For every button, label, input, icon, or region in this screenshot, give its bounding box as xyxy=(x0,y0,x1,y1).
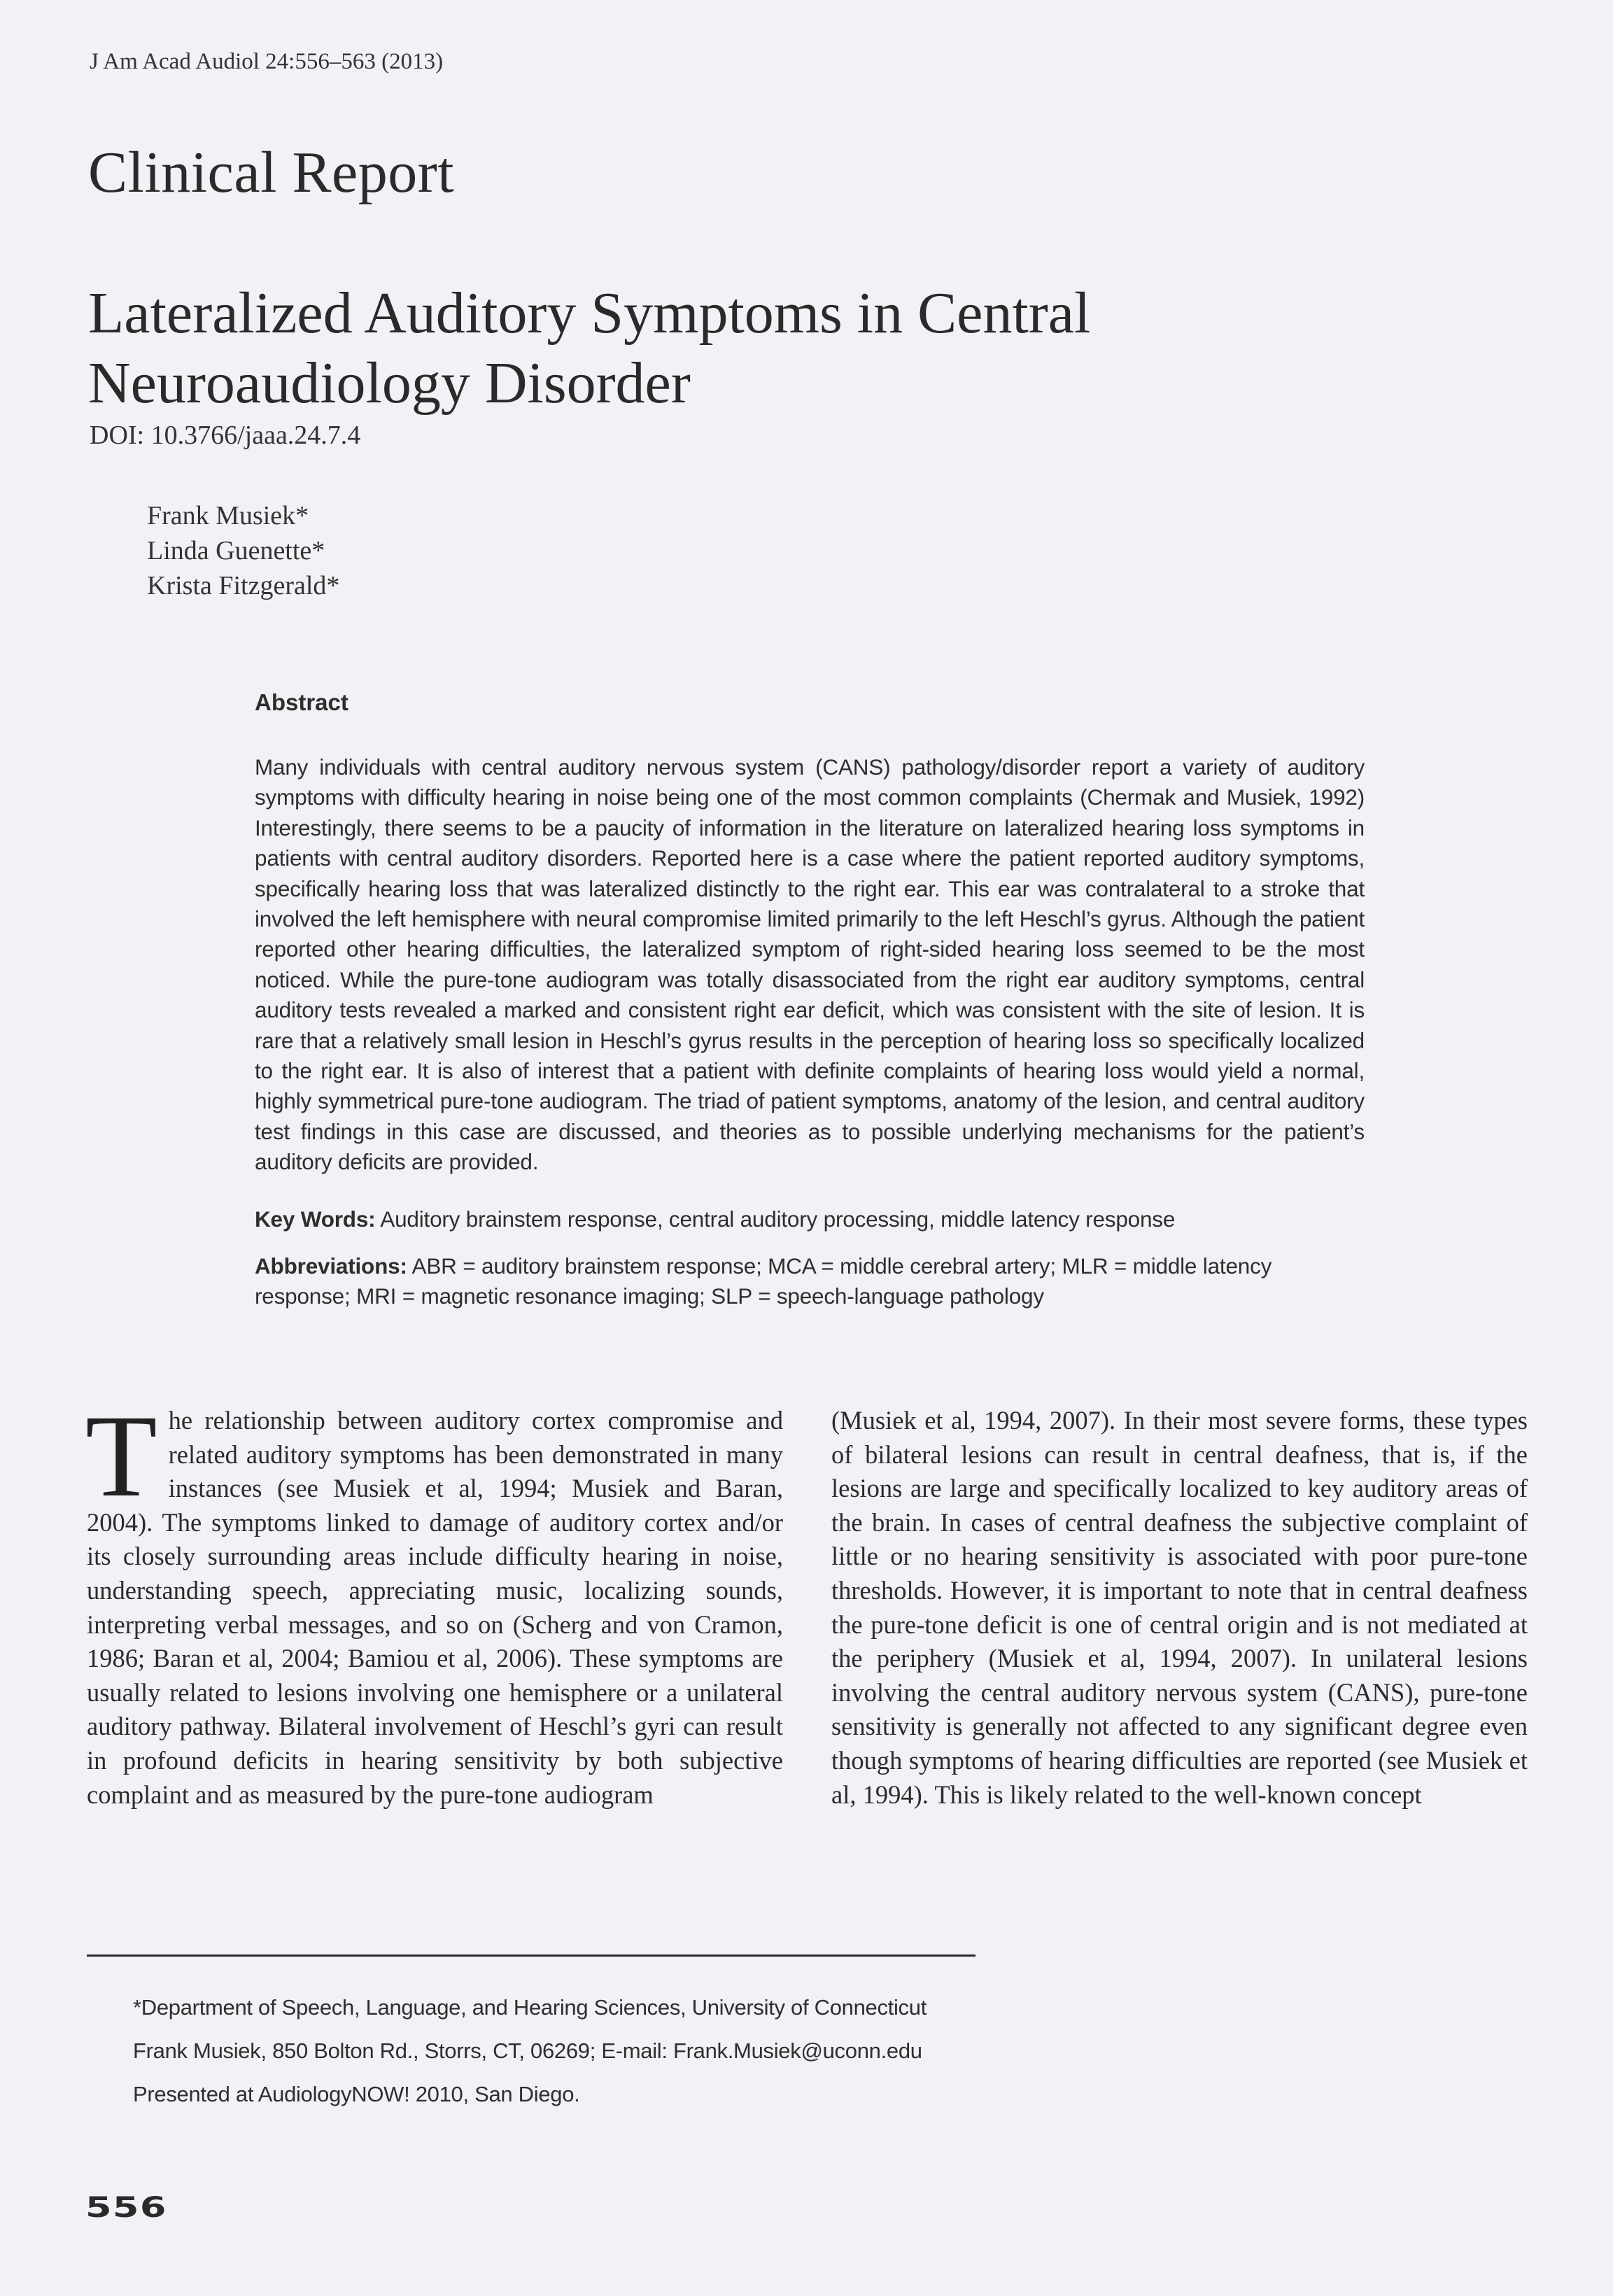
body-text-right: (Musiek et al, 1994, 2007). In their most severe forms, these types of bilateral lesions can result in central deafness, that is, if the lesions are large and specifically localized to key auditory areas of the brain. In cases of central deafness the subjective complaint of little or no hearing sensitivity is associated with poor pure-tone thresholds. However, it is important to note that in central deafness the pure-tone deficit is one of central origin and is not mediated at the periphery (Musiek et al, 1994, 2007). In unilateral lesions involving the central auditory nervous system (CANS), pure-tone sensitivity is generally not affected to any significant degree even though symptoms of hearing difficulties are reported (see Musiek et al, 1994). This is likely related to the well-known concept xyxy=(831,1406,1528,1809)
keywords-label: Key Words: xyxy=(255,1206,376,1232)
body-column-right xyxy=(831,1404,1528,1812)
section-label: Clinical Report xyxy=(88,140,455,205)
drop-cap: T xyxy=(85,1391,157,1521)
footnote-divider xyxy=(87,1955,975,1957)
author-list xyxy=(147,498,339,603)
footnote-correspondence: Frank Musiek, 850 Bolton Rd., Storrs, CT, 06269; E-mail: Frank.Musiek@uconn.edu xyxy=(133,2038,922,2063)
body-text-left: he relationship between auditory cortex compromise and related auditory symptoms has been demonstrated in many instances (see Musiek et al, 1994; Musiek and Baran, 2004). The symptoms linked to damage of auditory cortex and/or its closely surrounding areas include difficulty hearing in noise, understanding speech, appreciating music, localizing sounds, interpreting verbal messages, and so on (Scherg and von Cramon, 1986; Baran et al, 2004; Bamiou et al, 2006). These symptoms are usually related to lesions involving one hemisphere or a unilateral auditory pathway. Bilateral involvement of Heschl’s gyri can result in profound deficits in hearing sensitivity by both subjective complaint and as measured by the pure-tone audiogram xyxy=(87,1406,783,1809)
running-head: J Am Acad Audiol 24:556–563 (2013) xyxy=(90,49,444,74)
author: Krista Fitzgerald* xyxy=(147,571,340,600)
abbreviations-text: ABR = auditory brainstem response; MCA = middle cerebral artery; MLR = middle latency response; MRI = magnetic resonance imaging; SLP = speech-language pathology xyxy=(255,1253,1272,1309)
author: Frank Musiek* xyxy=(147,501,309,530)
footnote-affiliation: *Department of Speech, Language, and Hearing Sciences, University of Connecticut xyxy=(133,1995,927,2020)
doi: DOI: 10.3766/jaaa.24.7.4 xyxy=(90,421,361,450)
keywords-text: Auditory brainstem response, central auditory processing, middle latency response xyxy=(375,1206,1176,1232)
abstract-text: Many individuals with central auditory nervous system (CANS) pathology/disorder report a variety of auditory symptoms with difficulty hearing in noise being one of the most common complaints (Chermak and Musiek, 1992) Interestingly, there seems to be a paucity of information in the literature on lateralized hearing loss symptoms in patients with central auditory disorders. Reported here is a case where the patient reported auditory symptoms, specifically hearing loss that was lateralized distinctly to the right ear. This ear was contralateral to a stroke that involved the left hemisphere with neural compromise limited primarily to the left Heschl’s gyrus. Although the patient reported other hearing difficulties, the lateralized symptom of right-sided hearing loss seemed to be the most noticed. While the pure-tone audiogram was totally disassociated from the right ear auditory symptoms, central auditory tests revealed a marked and consistent right ear deficit, which was consistent with the site of lesion. It is rare that a relatively small lesion in Heschl’s gyrus results in the perception of hearing loss so specifically localized to the right ear. It is also of interest that a patient with definite complaints of hearing loss would yield a normal, highly symmetrical pure-tone audiogram. The triad of patient symptoms, anatomy of the lesion, and central auditory test findings in this case are discussed, and theories as to possible underlying mechanisms for the patient’s auditory deficits are provided. xyxy=(255,754,1365,1175)
footnote-presented: Presented at AudiologyNOW! 2010, San Diego. xyxy=(133,2082,580,2106)
article-title: Lateralized Auditory Symptoms in Central Neuroaudiology Disorder xyxy=(88,281,1091,416)
abbreviations-label: Abbreviations: xyxy=(255,1253,407,1279)
abbreviations xyxy=(255,1251,1365,1311)
abstract-heading: Abstract xyxy=(255,689,348,715)
footnotes xyxy=(133,1986,927,2116)
keywords xyxy=(255,1204,1365,1234)
body-column-left xyxy=(85,1391,783,1812)
abstract-section xyxy=(255,689,1365,1311)
page-number: 556 xyxy=(85,2192,167,2224)
author: Linda Guenette* xyxy=(147,536,325,565)
